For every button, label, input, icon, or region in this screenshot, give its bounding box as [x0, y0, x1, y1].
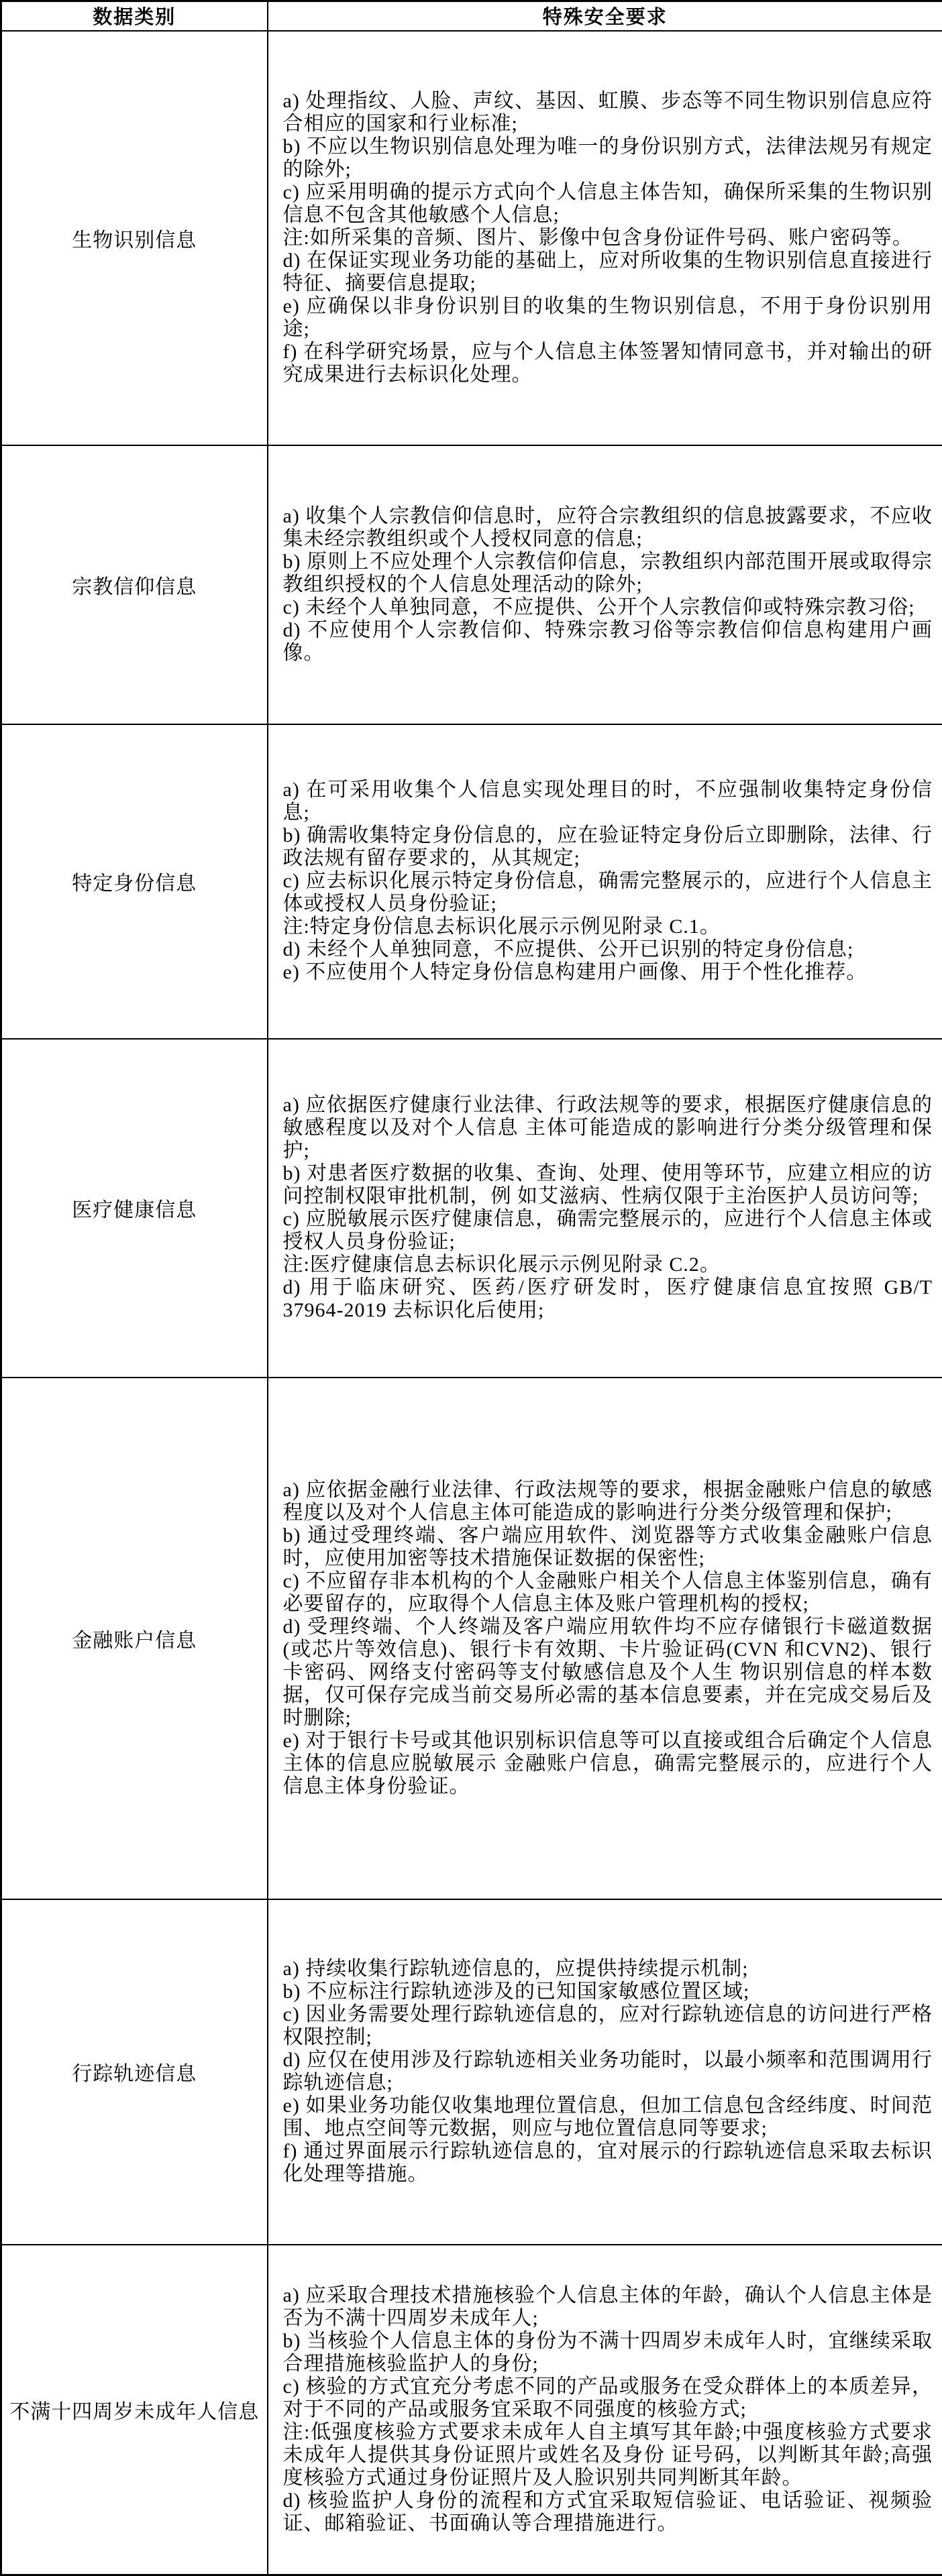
- requirement-item: f) 通过界面展示行踪轨迹信息的，宜对展示的行踪轨迹信息采取去标识化处理等措施。: [283, 2140, 933, 2186]
- requirement-item: c) 应去标识化展示特定身份信息，确需完整展示的，应进行个人信息主体或授权人员身份验证;: [283, 870, 933, 915]
- header-category: 数据类别: [1, 1, 268, 31]
- requirements-biometric: [268, 31, 942, 445]
- requirement-item: d) 未经个人单独同意，不应提供、公开已识别的特定身份信息;: [283, 938, 933, 961]
- category-biometric: 生物识别信息: [1, 31, 268, 445]
- table-row: [1, 1039, 942, 1378]
- requirement-item: a) 在可采用收集个人信息实现处理目的时，不应强制收集特定身份信息;: [283, 779, 933, 824]
- table-row: [1, 1899, 942, 2245]
- requirements-financial-account: [268, 1378, 942, 1899]
- requirement-item: e) 不应使用个人特定身份信息构建用户画像、用于个性化推荐。: [283, 961, 933, 984]
- header-row: [1, 1, 942, 31]
- requirement-item: b) 不应以生物识别信息处理为唯一的身份识别方式，法律法规另有规定的除外;: [283, 135, 933, 181]
- table-row: [1, 31, 942, 445]
- requirements-location-trace: [268, 1899, 942, 2245]
- requirement-item: d) 核验监护人身份的流程和方式宜采取短信验证、电话验证、视频验证、邮箱验证、书面确认等合理措施进行。: [283, 2489, 933, 2535]
- category-religion: 宗教信仰信息: [1, 445, 268, 724]
- requirement-item: c) 应脱敏展示医疗健康信息，确需完整展示的，应进行个人信息主体或授权人员身份验证;: [283, 1208, 933, 1253]
- requirement-item: a) 应依据金融行业法律、行政法规等的要求，根据金融账户信息的敏感程度以及对个人信息主体可能造成的影响进行分类分级管理和保护;: [283, 1479, 933, 1524]
- table-header: [1, 1, 942, 31]
- requirement-item: c) 未经个人单独同意，不应提供、公开个人宗教信仰或特殊宗教习俗;: [283, 596, 933, 619]
- requirement-item: 注:特定身份信息去标识化展示示例见附录 C.1。: [283, 915, 933, 938]
- requirement-item: d) 不应使用个人宗教信仰、特殊宗教习俗等宗教信仰信息构建用户画像。: [283, 619, 933, 665]
- category-location-trace: 行踪轨迹信息: [1, 1899, 268, 2245]
- requirement-item: f) 在科学研究场景，应与个人信息主体签署知情同意书，并对输出的研究成果进行去标识化处理。: [283, 341, 933, 386]
- requirement-item: e) 应确保以非身份识别目的收集的生物识别信息，不用于身份识别用途;: [283, 295, 933, 341]
- requirement-item: b) 不应标注行踪轨迹涉及的已知国家敏感位置区域;: [283, 1980, 933, 2003]
- requirements-minors-under-14: [268, 2245, 942, 2575]
- requirement-item: e) 对于银行卡号或其他识别标识信息等可以直接或组合后确定个人信息主体的信息应脱敏展示 金融账户信息，确需完整展示的，应进行个人信息主体身份验证。: [283, 1730, 933, 1798]
- requirement-item: a) 持续收集行踪轨迹信息的，应提供持续提示机制;: [283, 1958, 933, 1980]
- requirement-item: a) 应依据医疗健康行业法律、行政法规等的要求，根据医疗健康信息的敏感程度以及对个人信息 主体可能造成的影响进行分类分级管理和保护;: [283, 1094, 933, 1162]
- requirement-item: a) 处理指纹、人脸、声纹、基因、虹膜、步态等不同生物识别信息应符合相应的国家和行业标准;: [283, 90, 933, 135]
- requirement-item: d) 用于临床研究、医药/医疗研发时，医疗健康信息宜按照 GB/T 37964-2019 去标识化后使用;: [283, 1276, 933, 1322]
- requirement-item: b) 当核验个人信息主体的身份为不满十四周岁未成年人时，宜继续采取合理措施核验监护人的身份;: [283, 2330, 933, 2375]
- table-row: [1, 724, 942, 1039]
- table-row: [1, 1378, 942, 1899]
- category-specific-identity: 特定身份信息: [1, 724, 268, 1039]
- category-minors-under-14: 不满十四周岁未成年人信息: [1, 2245, 268, 2575]
- requirements-medical-health: [268, 1039, 942, 1378]
- requirement-item: c) 因业务需要处理行踪轨迹信息的，应对行踪轨迹信息的访问进行严格权限控制;: [283, 2003, 933, 2049]
- requirements-religion: [268, 445, 942, 724]
- requirement-item: d) 在保证实现业务功能的基础上，应对所收集的生物识别信息直接进行特征、摘要信息提取;: [283, 249, 933, 295]
- requirement-item: b) 原则上不应处理个人宗教信仰信息，宗教组织内部范围开展或取得宗教组织授权的个人信息处理活动的除外;: [283, 551, 933, 596]
- requirement-item: c) 不应留存非本机构的个人金融账户相关个人信息主体鉴别信息，确有必要留存的，应取得个人信息主体及账户管理机构的授权;: [283, 1570, 933, 1616]
- requirement-item: b) 对患者医疗数据的收集、查询、处理、使用等环节，应建立相应的访问控制权限审批机制，例 如艾滋病、性病仅限于主治医护人员访问等;: [283, 1162, 933, 1208]
- requirement-item: 注:低强度核验方式要求未成年人自主填写其年龄;中强度核验方式要求未成年人提供其身份证照片或姓名及身份 证号码，以判断其年龄;高强度核验方式通过身份证照片及人脸识别共同判断其年龄。: [283, 2421, 933, 2489]
- table-row: [1, 2245, 942, 2575]
- requirements-specific-identity: [268, 724, 942, 1039]
- requirement-item: 注:医疗健康信息去标识化展示示例见附录 C.2。: [283, 1253, 933, 1276]
- category-financial-account: 金融账户信息: [1, 1378, 268, 1899]
- header-requirements: 特殊安全要求: [268, 1, 942, 31]
- requirement-item: c) 应采用明确的提示方式向个人信息主体告知，确保所采集的生物识别信息不包含其他敏感个人信息;: [283, 181, 933, 227]
- requirement-item: a) 应采取合理技术措施核验个人信息主体的年龄，确认个人信息主体是否为不满十四周岁未成年人;: [283, 2284, 933, 2330]
- category-medical-health: 医疗健康信息: [1, 1039, 268, 1378]
- requirement-item: d) 应仅在使用涉及行踪轨迹相关业务功能时，以最小频率和范围调用行踪轨迹信息;: [283, 2049, 933, 2094]
- requirement-item: c) 核验的方式宜充分考虑不同的产品或服务在受众群体上的本质差异，对于不同的产品或服务宜采取不同强度的核验方式;: [283, 2375, 933, 2421]
- requirement-item: b) 通过受理终端、客户端应用软件、浏览器等方式收集金融账户信息时，应使用加密等技术措施保证数据的保密性;: [283, 1524, 933, 1570]
- table-row: [1, 445, 942, 724]
- requirement-item: b) 确需收集特定身份信息的，应在验证特定身份后立即删除，法律、行政法规有留存要求的，从其规定;: [283, 824, 933, 870]
- requirement-item: a) 收集个人宗教信仰信息时，应符合宗教组织的信息披露要求，不应收集未经宗教组织或个人授权同意的信息;: [283, 505, 933, 551]
- requirement-item: e) 如果业务功能仅收集地理位置信息，但加工信息包含经纬度、时间范围、地点空间等元数据，则应与地位置信息同等要求;: [283, 2094, 933, 2140]
- requirement-item: d) 受理终端、个人终端及客户端应用软件均不应存储银行卡磁道数据(或芯片等效信息)、银行卡有效期、卡片验证码(CVN 和CVN2)、银行卡密码、网络支付密码等支付敏感信息及个人生 物识别信息的样本数据，仅可保存完成当前交易所必需的基本信息要素，并在完成交易后及时删除;: [283, 1616, 933, 1730]
- requirement-item: 注:如所采集的音频、图片、影像中包含身份证件号码、账户密码等。: [283, 227, 933, 249]
